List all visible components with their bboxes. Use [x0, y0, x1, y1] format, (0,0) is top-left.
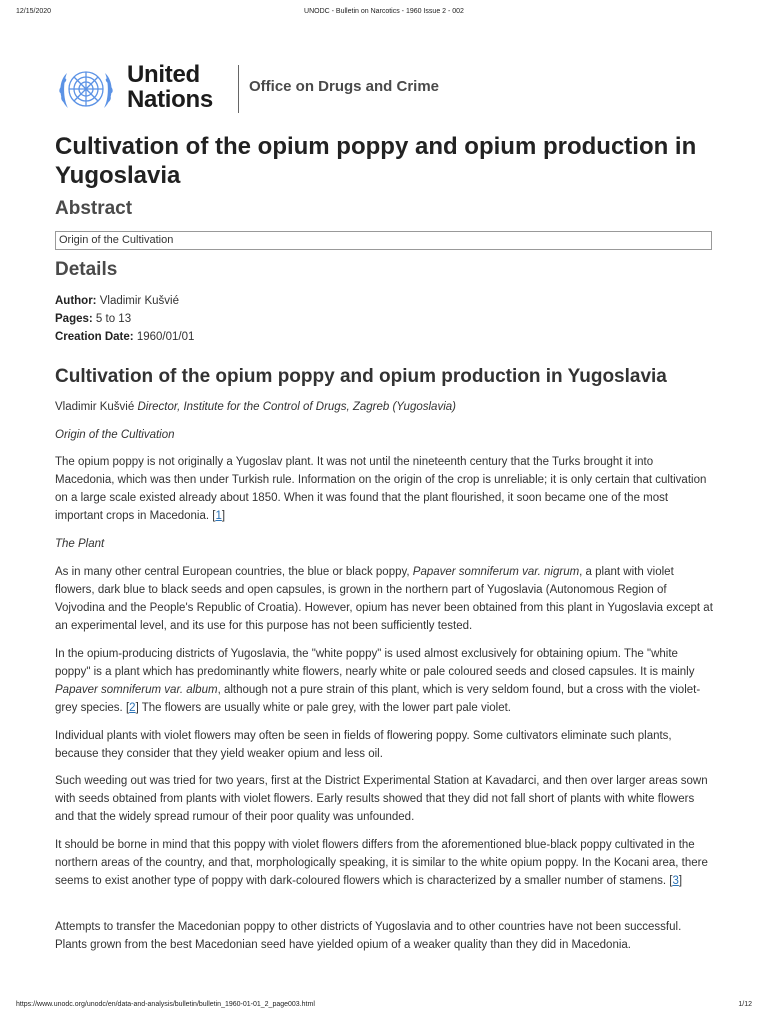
paragraph-4-text: Individual plants with violet flowers may often be seen in fields of flowering poppy. Some cultivators eliminate such plants, because they consider that they yield weaker opium and less oil.: [55, 730, 672, 760]
un-logo[interactable]: [55, 62, 535, 116]
paragraph-3: [55, 645, 714, 717]
bracket-close: ]: [221, 510, 226, 522]
paragraph-3-text-c: ] The flowers are usually white or pale grey, with the lower part pale violet.: [135, 702, 511, 714]
paragraph-7-text: Attempts to transfer the Macedonian poppy to other districts of Yugoslavia and to other countries have not been successful. Plants grown from the best Macedonian seed have yielded opium of a weaker quality than they did in Macedonia.: [55, 921, 682, 951]
article-byline: [55, 398, 714, 416]
pages-value: 5 to 13: [95, 313, 132, 325]
paragraph-2: [55, 563, 714, 635]
logo-divider: [238, 65, 239, 113]
subheading-origin-text: Origin of the Cultivation: [55, 429, 175, 441]
print-title: UNODC - Bulletin on Narcotics - 1960 Issue 2 - 002: [304, 8, 464, 15]
footnote-link-3[interactable]: 3: [672, 875, 679, 887]
pages-label: Pages:: [55, 313, 93, 325]
footnote-link-1[interactable]: 1: [215, 510, 222, 522]
details-date: [55, 328, 194, 346]
date-value: 1960/01/01: [136, 331, 195, 343]
paragraph-1-text: The opium poppy is not originally a Yugoslav plant. It was not until the nineteenth century that the Turks brought it into Macedonia, which was then under Turkish rule. Information on the origin of the crop is unreliable; it is only certain that cultivation on a large scale existed already about 1850. When it was found that the plant flourished, it soon became one of the most important crops in Macedonia. [: [55, 456, 707, 522]
un-wordmark-line1: United: [127, 61, 200, 88]
subheading-origin: [55, 426, 714, 444]
abstract-box: [55, 231, 712, 250]
footnote-link-2[interactable]: 2: [129, 702, 136, 714]
paragraph-2-text-b: , a plant with violet flowers, dark blue to black seeds and open capsules, is grown in the northern part of Yugoslavia (Autonomous Region of Vojvodina and the People's Republic of Croatia). However, opium has never been obtained from this plant in Yugoslavia except at an experimental level, and its use for this purpose has not been sufficiently tested.: [55, 566, 713, 632]
page-title: Cultivation of the opium poppy and opium production in Yugoslavia: [55, 133, 697, 189]
abstract-heading: Abstract: [55, 198, 133, 219]
article-title: Cultivation of the opium poppy and opium production in Yugoslavia: [55, 366, 667, 387]
details-heading: Details: [55, 259, 118, 280]
office-name: Office on Drugs and Crime: [249, 78, 440, 95]
details-pages: [55, 310, 131, 328]
paragraph-2-species: Papaver somniferum var. nigrum: [412, 566, 580, 578]
paragraph-3-text-b: , although not a pure strain of this plant, which is very seldom found, but a cross with the violet-grey species. [: [55, 684, 701, 714]
paragraph-3-species: Papaver somniferum var. album: [55, 684, 218, 696]
print-url: https://www.unodc.org/unodc/en/data-and-analysis/bulletin/bulletin_1960-01-01_2_page003.html: [16, 1001, 315, 1008]
un-wordmark-line2: Nations: [127, 86, 213, 113]
details-author: [55, 292, 179, 310]
abstract-text: Origin of the Cultivation: [59, 234, 174, 246]
paragraph-5-text: Such weeding out was tried for two years, first at the District Experimental Station at Kavadarci, and then over larger areas sown with seeds obtained from plants with violet flowers. Early results showed that they did not fall short of plants with white flowers and that the widely spread rumour of their poor quality was unfounded.: [55, 775, 708, 823]
paragraph-6: [55, 836, 714, 890]
print-footer: [0, 1001, 768, 1013]
date-label: Creation Date:: [55, 331, 134, 343]
subheading-plant-text: The Plant: [55, 538, 105, 550]
paragraph-4: [55, 727, 714, 763]
print-page-number: 1/12: [738, 1001, 752, 1008]
paragraph-5: [55, 772, 714, 826]
bracket-close: ]: [678, 875, 683, 887]
byline-role: Director, Institute for the Control of Drugs, Zagreb (Yugoslavia): [137, 401, 456, 413]
paragraph-3-text-a: In the opium-producing districts of Yugoslavia, the "white poppy" is used almost exclusively for obtaining opium. The "white poppy" is a plant which has predominantly white flowers, nearly white or pale coloured seeds and closed capsules. It is mainly: [55, 648, 695, 678]
print-header: [0, 8, 768, 20]
print-date: 12/15/2020: [16, 8, 52, 15]
un-emblem-icon: [55, 63, 117, 115]
paragraph-2-text-a: As in many other central European countries, the blue or black poppy,: [55, 566, 413, 578]
author-value: Vladimir Kušvié: [99, 295, 179, 307]
subheading-plant: [55, 535, 714, 553]
un-wordmark: [127, 62, 213, 112]
paragraph-7: [55, 918, 714, 954]
author-label: Author:: [55, 295, 97, 307]
byline-name: Vladimir Kušvié: [55, 401, 135, 413]
paragraph-6-text: It should be borne in mind that this poppy with violet flowers differs from the aforementioned blue-black poppy cultivated in the northern areas of the country, and that, morphologically speaking, it is similar to the white opium poppy. In the Kocani area, there seems to exist another type of poppy with dark-coloured flowers which is characterized by a smaller number of stamens. [: [55, 839, 708, 887]
paragraph-1: [55, 453, 714, 525]
